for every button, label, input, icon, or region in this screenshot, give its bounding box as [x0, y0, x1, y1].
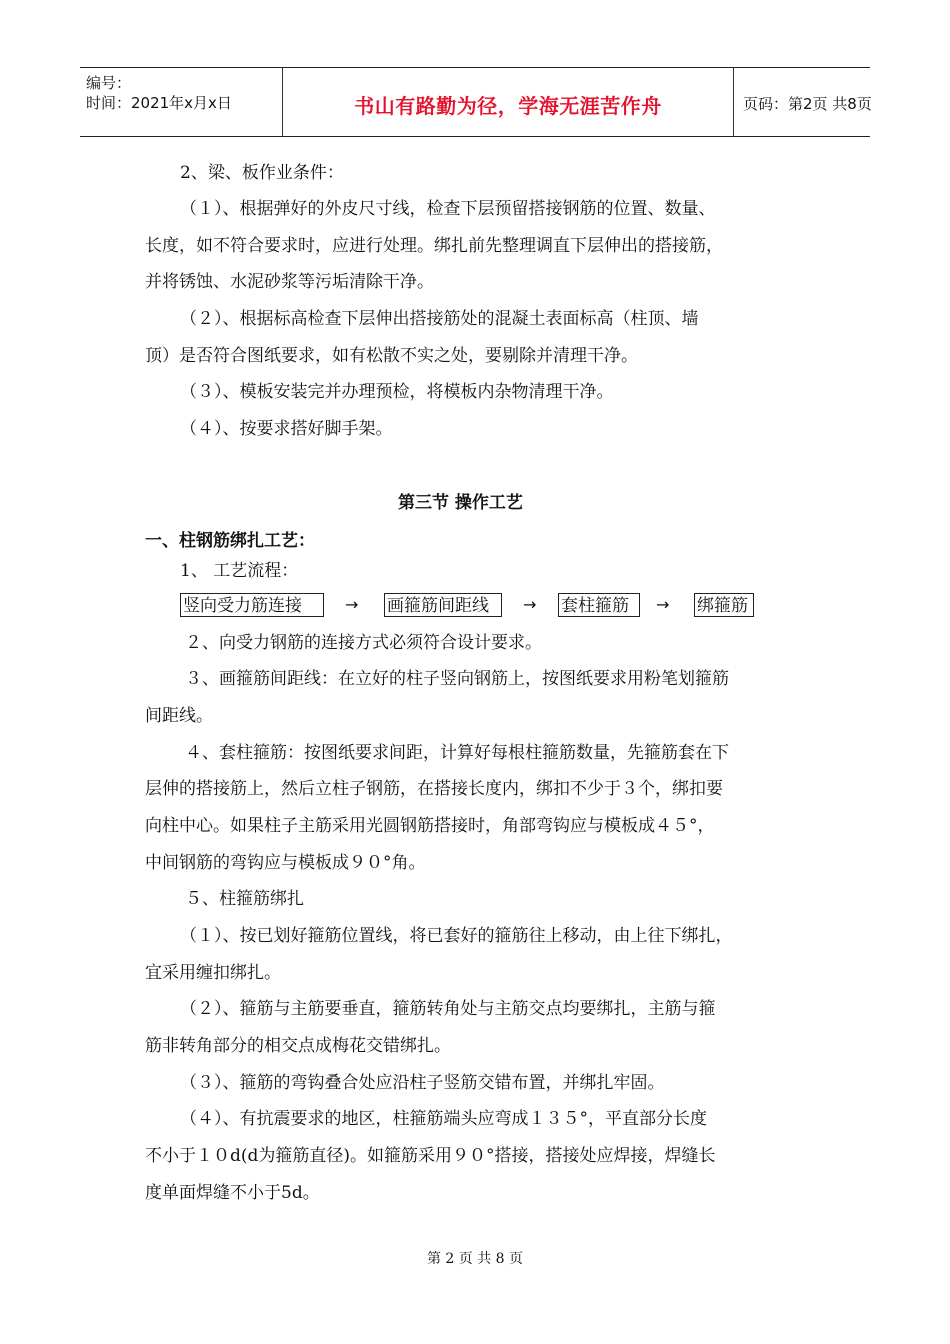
chapter-title: 第三节 操作工艺 — [398, 493, 523, 513]
page-header — [80, 67, 870, 137]
flow-step-vertical-bar-connection: 竖向受力筋连接 — [180, 593, 324, 617]
process-flow — [180, 593, 780, 619]
paragraph-line: 长度，如不符合要求时，应进行处理。绑扎前先整理调直下层伸出的搭接筋， — [145, 236, 723, 256]
paragraph-line: ２、向受力钢筋的连接方式必须符合设计要求。 — [185, 633, 542, 653]
paragraph-line: ３、画箍筋间距线：在立好的柱子竖向钢筋上，按图纸要求用粉笔划箍筋 — [185, 669, 729, 689]
paragraph-line: ５、柱箍筋绑扎 — [185, 889, 304, 909]
paragraph-line: 不小于１０d(d为箍筋直径)。如箍筋采用９０°搭接，搭接处应焊接，焊缝长 — [145, 1146, 716, 1166]
paragraph-line: 宜采用缠扣绑扎。 — [145, 963, 281, 983]
paragraph-line: （１）、根据弹好的外皮尺寸线，检查下层预留搭接钢筋的位置、数量、 — [180, 199, 716, 219]
paragraph-line: （３）、模板安装完并办理预检，将模板内杂物清理干净。 — [180, 382, 614, 402]
paragraph-line: （４）、按要求搭好脚手架。 — [180, 419, 393, 439]
header-left-cell — [80, 68, 282, 136]
flow-step-mark-stirrup-spacing: 画箍筋间距线 — [384, 593, 502, 617]
flow-arrow-icon: → — [345, 595, 359, 614]
flow-arrow-icon: → — [656, 595, 670, 614]
paragraph-line: ４、套柱箍筋：按图纸要求间距，计算好每根柱箍筋数量，先箍筋套在下 — [185, 743, 729, 763]
page-code-label: 页码：第2页 共8页 — [743, 95, 872, 113]
header-motto: 书山有路勤为径，学海无涯苦作舟 — [354, 94, 662, 118]
paragraph-line: （１）、按已划好箍筋位置线，将已套好的箍筋往上移动，由上往下绑扎， — [180, 926, 733, 946]
paragraph-line: （２）、箍筋与主筋要垂直，箍筋转角处与主筋交点均要绑扎，主筋与箍 — [180, 999, 716, 1019]
paragraph-line: （２）、根据标高检查下层伸出搭接筋处的混凝土表面标高（柱顶、墙 — [180, 309, 699, 329]
chapter-subtitle: 一、柱钢筋绑扎工艺： — [145, 531, 315, 551]
document-number-label: 编号： — [86, 74, 132, 92]
paragraph-line: 并将锈蚀、水泥砂浆等污垢清除干净。 — [145, 272, 434, 292]
flow-step-tie-stirrups: 绑箍筋 — [694, 593, 754, 617]
paragraph-line: 间距线。 — [145, 706, 213, 726]
process-heading: 1、 工艺流程： — [180, 561, 299, 581]
document-date-label: 时间：2021年x月x日 — [86, 94, 232, 112]
paragraph-line: （３）、箍筋的弯钩叠合处应沿柱子竖筋交错布置，并绑扎牢固。 — [180, 1073, 665, 1093]
flow-step-fit-column-stirrups: 套柱箍筋 — [558, 593, 640, 617]
paragraph-line: （４）、有抗震要求的地区，柱箍筋端头应弯成１３５°，平直部分长度 — [180, 1109, 707, 1129]
page-footer: 第 2 页 共 8 页 — [426, 1251, 524, 1267]
paragraph-line: 层伸的搭接筋上，然后立柱子钢筋，在搭接长度内，绑扣不少于３个，绑扣要 — [145, 779, 723, 799]
header-right-cell — [733, 68, 870, 136]
paragraph-line: 顶）是否符合图纸要求，如有松散不实之处，要剔除并清理干净。 — [145, 346, 638, 366]
flow-arrow-icon: → — [523, 595, 537, 614]
paragraph-line: 度单面焊缝不小于5d。 — [145, 1183, 320, 1203]
paragraph-line: 筋非转角部分的相交点成梅花交错绑扎。 — [145, 1036, 451, 1056]
section-heading: 2、梁、板作业条件： — [180, 163, 344, 183]
header-middle-cell — [282, 68, 734, 136]
paragraph-line: 向柱中心。如果柱子主筋采用光圆钢筋搭接时，角部弯钩应与模板成４５°， — [145, 816, 715, 836]
paragraph-line: 中间钢筋的弯钩应与模板成９０°角。 — [145, 853, 426, 873]
